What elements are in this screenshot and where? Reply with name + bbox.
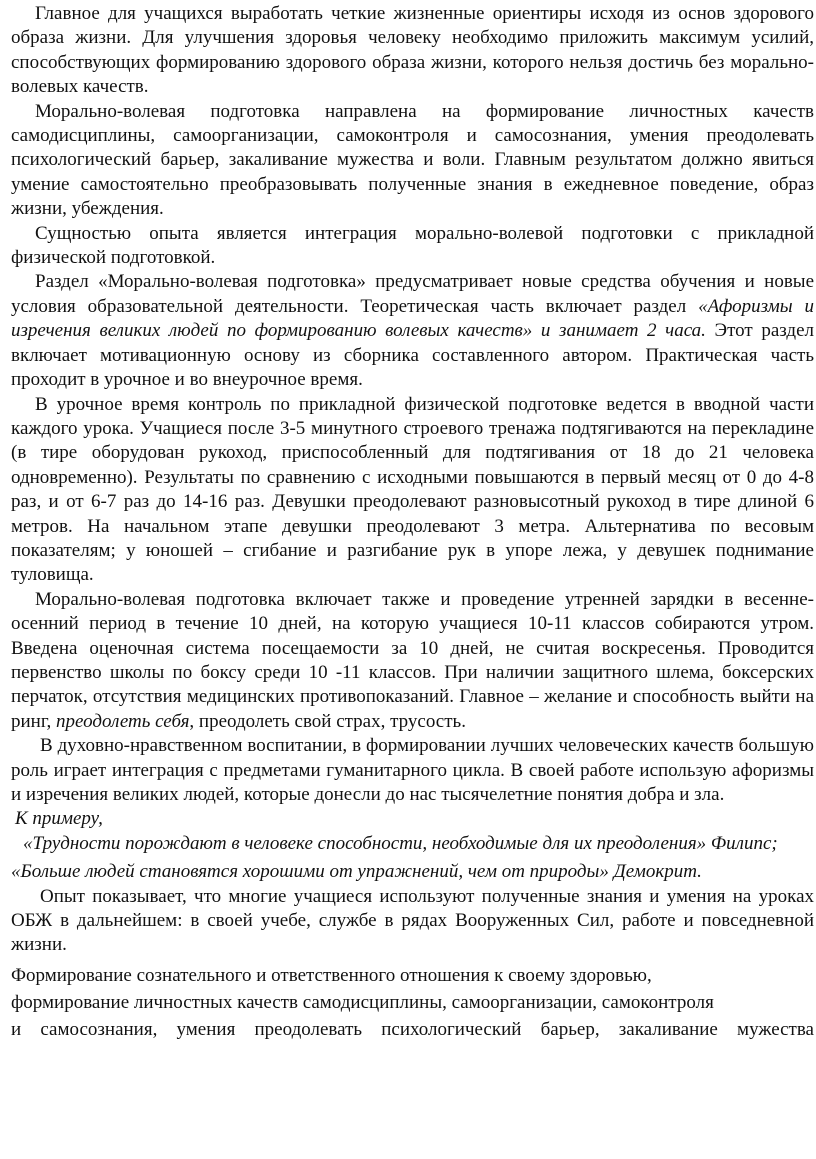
paragraph-section-description	[11, 270, 814, 392]
section-text-end: Этот раздел включает мотивационную основу из сборника составленного автором. Практическая часть проходит в урочное и во внеурочное время.	[11, 320, 814, 391]
line-formation-2: формирование личностных качеств самодисциплины, самоорганизации, самоконтроля	[11, 991, 714, 1013]
example-intro: К примеру,	[15, 808, 103, 830]
paragraph-experience-essence: Сущностью опыта является интеграция морально-волевой подготовки с прикладной физической подготовкой.	[11, 222, 814, 269]
paragraph-moral-volitional-training: Морально-волевая подготовка направлена на формирование личностных качеств самодисциплины, самоорганизации, самоконтроля и самосознания, умения преодолевать психологический барьер, закаливание мужества и воли. Главным результатом должно явиться умение самостоятельно преобразовывать полученные знания в ежедневное поведение, образ жизни, убеждения.	[11, 100, 814, 220]
overcome-yourself-italic: преодолеть себя	[56, 710, 190, 732]
section-text-start: Раздел «Морально-волевая подготовка» предусматривает новые средства обучения и новые условия образовательной деятельности. Теоретическая часть включает раздел	[11, 271, 814, 317]
quote-democritus: «Больше людей становятся хорошими от упражнений, чем от природы» Демокрит.	[11, 861, 702, 883]
paragraph-lesson-control: В урочное время контроль по прикладной физической подготовке ведется в вводной части каждого урока. Учащиеся после 3-5 минутного строевого тренажа подтягиваются на перекладине (в тире оборудован рукоход, приспособленный для подтягивания от 18 до 21 человека одновременно). Результаты по сравнению с исходными повышаются в первый месяц от 0 до 4-8 раз, и от 6-7 раз до 14-16 раз. Девушки преодолевают разновысотный рукоход в тире длиной 6 метров. На начальном этапе девушки преодолевают 3 метра. Альтернатива по весовым показателям; у юношей – сгибание и разгибание рук в упоре лежа, у девушек поднимание туловища.	[11, 393, 814, 586]
paragraph-morning-exercise	[11, 588, 814, 734]
morning-text-end: , преодолеть свой страх, трусость.	[189, 710, 466, 732]
paragraph-experience-shows: Опыт показывает, что многие учащиеся используют полученные знания и умения на уроках ОБЖ в дальнейшем: в своей учебе, службе в рядах Вооруженных Сил, работе и повседневной жизни.	[11, 885, 814, 956]
section-aphorisms-italic: «Афоризмы и изречения великих людей по формированию волевых качеств» и занимает 2 часа.	[11, 295, 814, 342]
line-formation-1: Формирование сознательного и ответственного отношения к своему здоровью,	[11, 964, 652, 986]
quote-philips: «Трудности порождают в человеке способности, необходимые для их преодоления» Филипс;	[23, 832, 778, 854]
paragraph-goals: Главное для учащихся выработать четкие жизненные ориентиры исходя из основ здорового образа жизни. Для улучшения здоровья человеку необходимо приложить максимум усилий, способствующих формированию здорового образа жизни, которого нельзя достичь без морально-волевых качеств.	[11, 3, 814, 98]
line-formation-3: и самосознания, умения преодолевать психологический барьер, закаливание мужества	[11, 1018, 814, 1040]
morning-text-start: Морально-волевая подготовка включает также и проведение утренней зарядки в весенне-осенний период в течение 10 дней, на которую учащиеся 10-11 классов собираются утром. Введена оценочная система посещаемости за 10 дней, не считая воскресенья. Проводится первенство школы по боксу среди 10 -11 классов. При наличии защитного шлема, боксерских перчаток, отсутствия медицинских противопоказаний. Главное – желание и способность выйти на ринг,	[11, 588, 814, 732]
paragraph-spiritual-education: В духовно-нравственном воспитании, в формировании лучших человеческих качеств большую роль играет интеграция с предметами гуманитарного цикла. В своей работе использую афоризмы и изречения великих людей, которые донесли до нас тысячелетние понятия добра и зла.	[11, 735, 814, 805]
